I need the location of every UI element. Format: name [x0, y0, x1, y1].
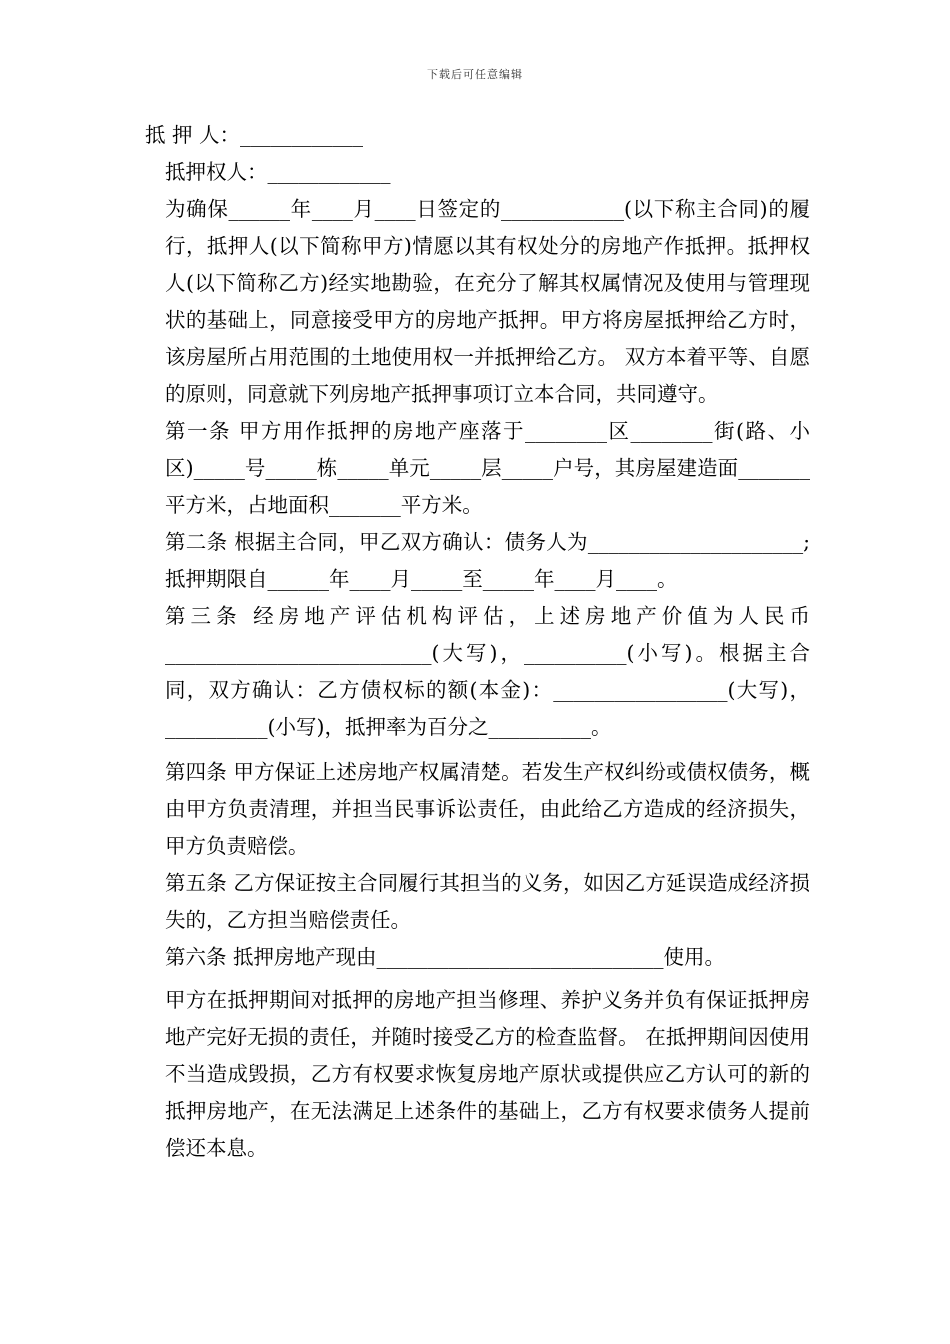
article-1: 第一条 甲方用作抵押的房地产座落于________区________街(路、小区)_____号_____栋_____单元_____层_____户号，其房屋建造面_______平方米，占地面积_______平方米。 [165, 419, 810, 517]
article-4: 第四条 甲方保证上述房地产权属清楚。若发生产权纠纷或债权债务，概由甲方负责清理，并担当民事诉讼责任，由此给乙方造成的经济损失，甲方负责赔偿。 [165, 760, 810, 858]
article-2: 第二条 根据主合同，甲乙双方确认：债务人为_____________________;抵押期限自______年____月_____至_____年____月____。 [165, 530, 810, 591]
article-6-detail: 甲方在抵押期间对抵押的房地产担当修理、养护义务并负有保证抵押房地产完好无损的责任，并随时接受乙方的检查监督。 在抵押期间因使用不当造成毁损，乙方有权要求恢复房地产原状或提供应乙方认可的新的抵押房地产，在无法满足上述条件的基础上，乙方有权要求债务人提前偿还本息。 [165, 988, 810, 1160]
mortgagor-line: 抵 押 人：____________ [145, 123, 364, 147]
contract-body [145, 117, 810, 1167]
article-5: 第五条 乙方保证按主合同履行其担当的义务，如因乙方延误造成经济损失的，乙方担当赔偿责任。 [165, 871, 810, 932]
page-header-note: 下载后可任意编辑 [427, 68, 523, 81]
article-6: 第六条 抵押房地产现由____________________________使用。 [165, 945, 726, 969]
preamble-paragraph: 为确保______年____月____日签定的____________(以下称主合同)的履行，抵押人(以下简称甲方)情愿以其有权处分的房地产作抵押。抵押权人(以下简称乙方)经实地勘验，在充分了解其权属情况及使用与管理现状的基础上，同意接受甲方的房地产抵押。甲方将房屋抵押给乙方时，该房屋所占用范围的土地使用权一并抵押给乙方。 双方本着平等、自愿的原则，同意就下列房地产抵押事项订立本合同，共同遵守。 [165, 197, 810, 406]
article-3: 第三条 经房地产评估机构评估，上述房地产价值为人民币__________________________(大写)，__________(小写)。根据主合同，双方确认：乙方债权标的额(本金)：_________________(大写)，__________(小写)，抵押率为百分之__________。 [165, 604, 810, 739]
mortgagee-line: 抵押权人：____________ [165, 160, 391, 184]
